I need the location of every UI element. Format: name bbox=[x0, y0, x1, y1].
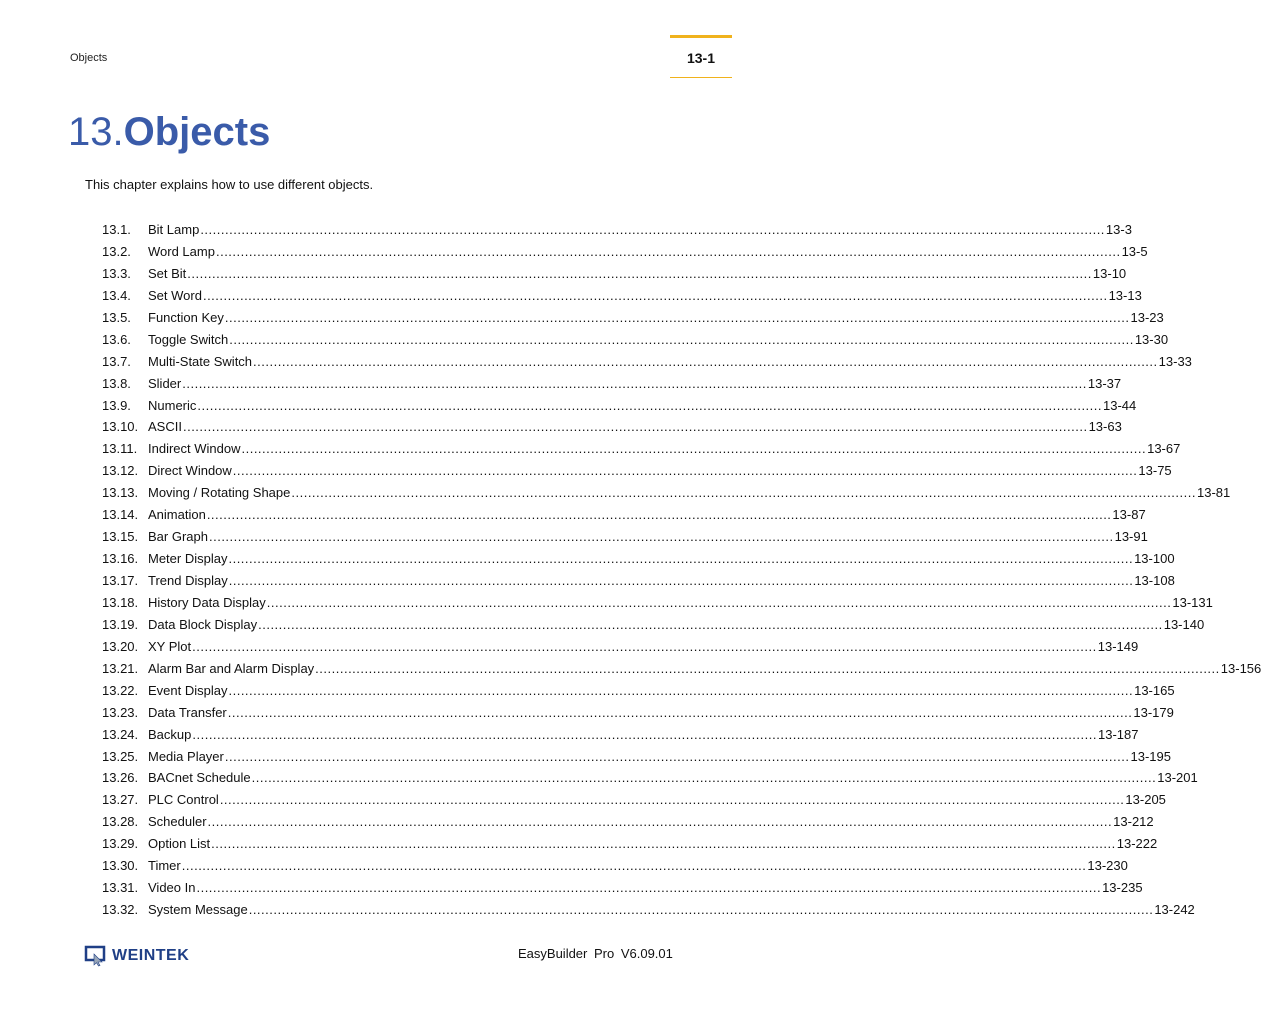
toc-entry-page[interactable]: 13-242 bbox=[1154, 902, 1195, 918]
toc-entry-page[interactable]: 13-140 bbox=[1163, 616, 1205, 632]
toc-entry-number: 13.10. bbox=[102, 419, 139, 435]
toc-entry[interactable] bbox=[102, 482, 1231, 504]
toc-entry-title[interactable]: Bit Lamp bbox=[148, 222, 200, 237]
toc-leader-dots: ............................................................................................................................................................................................................................ bbox=[215, 243, 1121, 259]
toc-leader-dots: ............................................................................................................................................................................................................................ bbox=[182, 419, 1088, 435]
toc-entry-title[interactable]: Media Player bbox=[148, 748, 224, 764]
toc-entry-number: 13.31. bbox=[102, 880, 139, 896]
toc-leader-dots: ............................................................................................................................................................................................................................ bbox=[248, 902, 1154, 918]
toc-entry-number: 13.21. bbox=[102, 660, 139, 676]
toc-entry-number: 13.19. bbox=[102, 616, 139, 632]
toc-entry-title[interactable]: Meter Display bbox=[148, 551, 228, 567]
toc-leader-dots: ............................................................................................................................................................................................................................ bbox=[208, 529, 1114, 545]
toc-leader-dots: ............................................................................................................................................................................................................................ bbox=[227, 704, 1133, 720]
toc-entry-number: 13.4. bbox=[102, 287, 131, 303]
toc-entry-number: 13.18. bbox=[102, 594, 139, 610]
toc-entry-page[interactable]: 13-63 bbox=[1088, 419, 1122, 435]
toc-entry[interactable] bbox=[102, 680, 1175, 702]
toc-entry-title[interactable]: Option List bbox=[148, 836, 211, 852]
toc-entry-title[interactable]: Numeric bbox=[148, 397, 197, 413]
toc-entry[interactable] bbox=[102, 329, 1169, 351]
toc-entry-page[interactable]: 13-235 bbox=[1102, 880, 1143, 896]
toc-leader-dots: ............................................................................................................................................................................................................................ bbox=[291, 485, 1196, 501]
toc-entry-title[interactable]: Set Word bbox=[148, 287, 202, 303]
toc-entry-number: 13.8. bbox=[102, 375, 131, 391]
toc-leader-dots: ............................................................................................................................................................................................................................ bbox=[228, 573, 1134, 588]
toc-entry-page[interactable]: 13-195 bbox=[1130, 748, 1171, 764]
toc-entry[interactable] bbox=[102, 833, 1158, 855]
toc-entry-title[interactable]: Set Bit bbox=[148, 265, 187, 281]
toc-entry-title[interactable]: Bar Graph bbox=[148, 529, 208, 545]
toc-leader-dots: ............................................................................................................................................................................................................................ bbox=[181, 858, 1087, 874]
toc-entry[interactable] bbox=[102, 263, 1127, 285]
toc-entry[interactable] bbox=[102, 724, 1139, 746]
toc-leader-dots: ............................................................................................................................................................................................................................ bbox=[192, 726, 1097, 742]
toc-entry[interactable] bbox=[102, 460, 1172, 482]
toc-entry-title[interactable]: Indirect Window bbox=[148, 441, 241, 457]
toc-entry-page[interactable]: 13-33 bbox=[1158, 353, 1192, 369]
toc-entry-number: 13.26. bbox=[102, 770, 139, 786]
toc-leader-dots: ............................................................................................................................................................................................................................ bbox=[192, 638, 1097, 654]
toc-entry-title[interactable]: Direct Window bbox=[148, 463, 232, 479]
toc-entry-number: 13.3. bbox=[102, 265, 131, 281]
toc-entry-page[interactable]: 13-205 bbox=[1125, 792, 1166, 808]
toc-entry-number: 13.28. bbox=[102, 814, 139, 830]
toc-leader-dots: ............................................................................................................................................................................................................................ bbox=[266, 594, 1172, 610]
toc-leader-dots: ............................................................................................................................................................................................................................ bbox=[200, 222, 1105, 237]
toc-entry-page[interactable]: 13-13 bbox=[1108, 287, 1142, 303]
toc-entry[interactable] bbox=[102, 855, 1128, 877]
toc-entry[interactable] bbox=[102, 614, 1205, 636]
toc-leader-dots: ............................................................................................................................................................................................................................ bbox=[207, 814, 1113, 830]
toc-leader-dots: ............................................................................................................................................................................................................................ bbox=[258, 616, 1163, 632]
toc-entry[interactable] bbox=[102, 702, 1174, 724]
toc-entry-page[interactable]: 13-5 bbox=[1121, 243, 1148, 259]
toc-entry-page[interactable]: 13-37 bbox=[1087, 375, 1122, 391]
toc-entry-number: 13.15. bbox=[102, 529, 139, 545]
toc-entry-title[interactable]: Function Key bbox=[148, 309, 224, 325]
toc-entry-title[interactable]: Scheduler bbox=[148, 814, 207, 830]
toc-entry[interactable] bbox=[102, 285, 1142, 307]
toc-entry-number: 13.1. bbox=[102, 222, 131, 237]
toc-entry-page[interactable]: 13-201 bbox=[1157, 770, 1198, 786]
toc-entry[interactable] bbox=[102, 219, 1132, 241]
toc-entry-title[interactable]: XY Plot bbox=[148, 638, 192, 654]
toc-entry-number: 13.9. bbox=[102, 397, 131, 413]
table-of-contents bbox=[102, 219, 1261, 921]
toc-entry-title[interactable]: History Data Display bbox=[148, 594, 266, 610]
toc-entry-number: 13.11. bbox=[102, 441, 138, 457]
toc-entry[interactable] bbox=[102, 899, 1195, 921]
running-header: Objects bbox=[70, 52, 108, 64]
toc-entry-number: 13.7. bbox=[102, 353, 131, 369]
toc-entry-title[interactable]: Animation bbox=[148, 507, 206, 523]
toc-leader-dots: ............................................................................................................................................................................................................................ bbox=[241, 441, 1147, 457]
toc-entry[interactable] bbox=[102, 658, 1261, 680]
toc-entry-page[interactable]: 13-81 bbox=[1196, 485, 1231, 501]
toc-entry-page[interactable]: 13-10 bbox=[1092, 265, 1127, 281]
toc-leader-dots: ............................................................................................................................................................................................................................ bbox=[228, 682, 1134, 698]
toc-entry-number: 13.12. bbox=[102, 463, 139, 479]
toc-entry[interactable] bbox=[102, 877, 1143, 899]
toc-entry-title[interactable]: Trend Display bbox=[148, 573, 228, 588]
toc-entry-page[interactable]: 13-156 bbox=[1220, 660, 1261, 676]
chapter-intro: This chapter explains how to use different objects. bbox=[85, 177, 374, 192]
toc-entry-number: 13.13. bbox=[102, 485, 139, 501]
toc-entry[interactable] bbox=[102, 307, 1164, 329]
toc-entry-title[interactable]: Backup bbox=[148, 726, 192, 742]
toc-entry-page[interactable]: 13-187 bbox=[1097, 726, 1139, 742]
toc-leader-dots: ............................................................................................................................................................................................................................ bbox=[224, 309, 1130, 325]
toc-entry-title[interactable]: Slider bbox=[148, 375, 182, 391]
toc-entry-title[interactable]: Toggle Switch bbox=[148, 331, 229, 347]
toc-leader-dots: ............................................................................................................................................................................................................................ bbox=[211, 836, 1116, 852]
toc-entry-number: 13.14. bbox=[102, 507, 139, 523]
toc-entry-number: 13.16. bbox=[102, 551, 139, 567]
toc-leader-dots: ............................................................................................................................................................................................................................ bbox=[206, 507, 1112, 523]
toc-entry-title[interactable]: Moving / Rotating Shape bbox=[148, 485, 291, 501]
toc-leader-dots: ............................................................................................................................................................................................................................ bbox=[187, 265, 1092, 281]
toc-entry[interactable] bbox=[102, 438, 1181, 460]
toc-entry-number: 13.29. bbox=[102, 836, 139, 852]
toc-entry-title[interactable]: Multi-State Switch bbox=[148, 353, 253, 369]
toc-entry-page[interactable]: 13-131 bbox=[1172, 594, 1213, 610]
toc-entry-number: 13.6. bbox=[102, 331, 131, 347]
toc-entry[interactable] bbox=[102, 504, 1146, 526]
toc-entry[interactable] bbox=[102, 811, 1154, 833]
chapter-title bbox=[68, 108, 270, 156]
toc-entry-number: 13.17. bbox=[102, 573, 139, 588]
toc-entry[interactable] bbox=[102, 746, 1171, 768]
toc-entry-number: 13.5. bbox=[102, 309, 131, 325]
toc-entry-title[interactable]: Data Block Display bbox=[148, 616, 258, 632]
toc-entry-title[interactable]: ASCII bbox=[148, 419, 182, 435]
toc-entry-title[interactable]: Data Transfer bbox=[148, 704, 227, 720]
toc-entry[interactable] bbox=[102, 570, 1175, 592]
logo-mark-icon bbox=[85, 946, 109, 966]
toc-entry-number: 13.22. bbox=[102, 682, 139, 698]
toc-entry-title[interactable]: Alarm Bar and Alarm Display bbox=[148, 660, 315, 676]
toc-entry[interactable] bbox=[102, 526, 1148, 548]
toc-leader-dots: ............................................................................................................................................................................................................................ bbox=[182, 375, 1087, 391]
toc-entry-title[interactable]: PLC Control bbox=[148, 792, 219, 808]
page-number: 13-1 bbox=[670, 35, 732, 78]
toc-entry[interactable] bbox=[102, 548, 1175, 570]
toc-leader-dots: ............................................................................................................................................................................................................................ bbox=[315, 660, 1220, 676]
toc-entry-number: 13.23. bbox=[102, 704, 139, 720]
toc-entry-page[interactable]: 13-179 bbox=[1133, 704, 1174, 720]
toc-leader-dots: ............................................................................................................................................................................................................................ bbox=[232, 463, 1138, 479]
toc-entry[interactable] bbox=[102, 592, 1213, 614]
toc-entry-page[interactable]: 13-30 bbox=[1134, 331, 1169, 347]
toc-leader-dots: ............................................................................................................................................................................................................................ bbox=[229, 331, 1134, 347]
weintek-logo bbox=[85, 944, 189, 968]
toc-entry-number: 13.25. bbox=[102, 748, 139, 764]
toc-entry-page[interactable]: 13-91 bbox=[1114, 529, 1148, 545]
toc-entry-number: 13.20. bbox=[102, 638, 139, 654]
toc-entry-number: 13.2. bbox=[102, 243, 131, 259]
toc-entry-page[interactable]: 13-222 bbox=[1116, 836, 1158, 852]
toc-leader-dots: ............................................................................................................................................................................................................................ bbox=[253, 353, 1158, 369]
toc-entry-title[interactable]: BACnet Schedule bbox=[148, 770, 251, 786]
toc-entry[interactable] bbox=[102, 636, 1139, 658]
toc-entry-number: 13.27. bbox=[102, 792, 139, 808]
footer-version: EasyBuilder Pro V6.09.01 bbox=[518, 946, 673, 961]
toc-entry[interactable] bbox=[102, 241, 1148, 263]
toc-entry-page[interactable]: 13-230 bbox=[1087, 858, 1128, 874]
toc-leader-dots: ............................................................................................................................................................................................................................ bbox=[219, 792, 1125, 808]
chapter-number: 13. bbox=[68, 110, 124, 154]
toc-entry-page[interactable]: 13-67 bbox=[1147, 441, 1181, 457]
logo-text: WEINTEK bbox=[112, 947, 190, 964]
toc-entry-page[interactable]: 13-75 bbox=[1138, 463, 1172, 479]
toc-entry[interactable] bbox=[102, 395, 1137, 417]
toc-entry-page[interactable]: 13-3 bbox=[1105, 222, 1132, 237]
chapter-name: Objects bbox=[123, 110, 271, 154]
toc-entry[interactable] bbox=[102, 416, 1122, 438]
toc-entry[interactable] bbox=[102, 767, 1198, 789]
toc-leader-dots: ............................................................................................................................................................................................................................ bbox=[196, 880, 1102, 896]
toc-entry-number: 13.30. bbox=[102, 858, 139, 874]
toc-entry-page[interactable]: 13-212 bbox=[1113, 814, 1154, 830]
toc-entry[interactable] bbox=[102, 373, 1122, 395]
toc-leader-dots: ............................................................................................................................................................................................................................ bbox=[197, 397, 1103, 413]
toc-entry-title[interactable]: Timer bbox=[148, 858, 181, 874]
toc-entry[interactable] bbox=[102, 789, 1166, 811]
toc-entry-page[interactable]: 13-100 bbox=[1134, 551, 1175, 567]
toc-leader-dots: ............................................................................................................................................................................................................................ bbox=[224, 748, 1130, 764]
toc-entry-page[interactable]: 13-23 bbox=[1130, 309, 1164, 325]
toc-entry-page[interactable]: 13-44 bbox=[1103, 397, 1137, 413]
toc-entry-number: 13.24. bbox=[102, 726, 139, 742]
toc-entry-title[interactable]: System Message bbox=[148, 902, 248, 918]
toc-entry-number: 13.32. bbox=[102, 902, 139, 918]
toc-entry-title[interactable]: Event Display bbox=[148, 682, 228, 698]
toc-entry-page[interactable]: 13-149 bbox=[1097, 638, 1139, 654]
toc-entry[interactable] bbox=[102, 351, 1192, 373]
toc-leader-dots: ............................................................................................................................................................................................................................ bbox=[251, 770, 1157, 786]
toc-entry-page[interactable]: 13-87 bbox=[1112, 507, 1146, 523]
toc-entry-title[interactable]: Word Lamp bbox=[148, 243, 215, 259]
toc-entry-page[interactable]: 13-165 bbox=[1134, 682, 1175, 698]
toc-leader-dots: ............................................................................................................................................................................................................................ bbox=[202, 287, 1108, 303]
toc-leader-dots: ............................................................................................................................................................................................................................ bbox=[228, 551, 1134, 567]
toc-entry-title[interactable]: Video In bbox=[148, 880, 196, 896]
toc-entry-page[interactable]: 13-108 bbox=[1134, 573, 1175, 588]
